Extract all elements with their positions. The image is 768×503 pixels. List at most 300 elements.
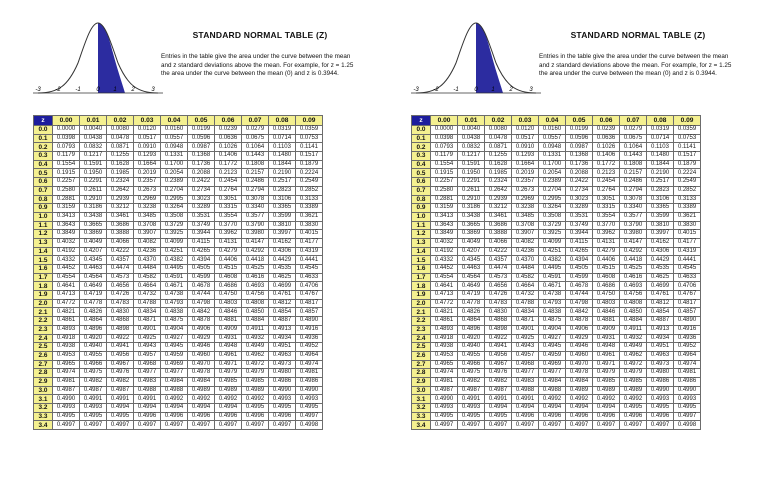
table-cell: 0.4732 [134,291,161,300]
table-cell: 0.1844 [269,160,296,169]
table-cell: 0.0832 [458,143,485,152]
table-cell: 0.4936 [674,334,701,343]
table-cell: 0.3869 [458,230,485,239]
row-label: 2.3 [34,325,53,334]
table-cell: 0.4147 [620,238,647,247]
table-cell: 0.3643 [53,221,80,230]
table-cell: 0.4756 [242,291,269,300]
table-cell: 0.2881 [53,195,80,204]
table-cell: 0.4906 [188,325,215,334]
table-row [34,143,323,152]
table-cell: 0.3051 [215,195,242,204]
table-row [34,160,323,169]
table-cell: 0.4678 [188,282,215,291]
table-cell: 0.2454 [593,178,620,187]
table-row [412,404,701,413]
table-cell: 0.4977 [134,369,161,378]
table-row [34,291,323,300]
table-cell: 0.4982 [485,377,512,386]
table-cell: 0.4535 [647,265,674,274]
table-cell: 0.4997 [593,421,620,430]
table-cell: 0.4864 [458,317,485,326]
table-cell: 0.4573 [107,273,134,282]
table-cell: 0.3708 [512,221,539,230]
table-cell: 0.3289 [566,204,593,213]
table-cell: 0.3729 [539,221,566,230]
column-header: 0.08 [647,116,674,126]
table-cell: 0.1915 [53,169,80,178]
table-cell: 0.4988 [512,386,539,395]
row-label: 3.0 [412,386,431,395]
table-cell: 0.4997 [53,421,80,430]
table-cell: 0.4997 [566,421,593,430]
table-cell: 0.2190 [269,169,296,178]
table-cell: 0.4997 [107,421,134,430]
table-row [412,412,701,421]
table-cell: 0.4693 [242,282,269,291]
table-cell: 0.3133 [674,195,701,204]
table-cell: 0.4066 [485,238,512,247]
table-cell: 0.3159 [53,204,80,213]
table-cell: 0.1772 [593,160,620,169]
column-header: 0.07 [620,116,647,126]
table-cell: 0.4738 [161,291,188,300]
column-header: 0.00 [53,116,80,126]
table-cell: 0.4971 [593,360,620,369]
table-cell: 0.1879 [296,160,323,169]
table-row [34,169,323,178]
table-cell: 0.4929 [566,334,593,343]
table-cell: 0.4884 [620,317,647,326]
table-cell: 0.4842 [188,308,215,317]
table-cell: 0.4875 [161,317,188,326]
table-cell: 0.3238 [134,204,161,213]
table-cell: 0.4985 [620,377,647,386]
table-cell: 0.4515 [215,265,242,274]
axis-label: -3 [413,87,419,93]
table-cell: 0.3508 [161,212,188,221]
row-label: 0.4 [34,160,53,169]
table-cell: 0.1736 [566,160,593,169]
table-cell: 0.4406 [215,256,242,265]
table-row [34,221,323,230]
table-cell: 0.4370 [134,256,161,265]
row-label: 3.1 [34,395,53,404]
table-cell: 0.4898 [485,325,512,334]
row-label: 1.9 [34,291,53,300]
table-cell: 0.4990 [296,386,323,395]
row-label: 1.3 [34,238,53,247]
table-cell: 0.3962 [215,230,242,239]
table-cell: 0.2357 [134,178,161,187]
table-cell: 0.4909 [215,325,242,334]
table-cell: 0.4719 [80,291,107,300]
table-cell: 0.2939 [107,195,134,204]
table-cell: 0.1255 [485,152,512,161]
table-cell: 0.3238 [512,204,539,213]
row-label: 2.4 [34,334,53,343]
z-header-cell: z [34,116,53,126]
table-cell: 0.4192 [53,247,80,256]
table-cell: 0.4940 [80,343,107,352]
table-cell: 0.4726 [485,291,512,300]
table-row [412,334,701,343]
table-cell: 0.4996 [647,412,674,421]
table-cell: 0.4370 [512,256,539,265]
table-cell: 0.3289 [188,204,215,213]
table-cell: 0.0398 [431,134,458,143]
table-cell: 0.4993 [80,404,107,413]
table-cell: 0.4988 [161,386,188,395]
table-cell: 0.4982 [80,377,107,386]
row-label: 0.2 [412,143,431,152]
table-cell: 0.3554 [215,212,242,221]
table-cell: 0.4959 [161,351,188,360]
table-cell: 0.4868 [485,317,512,326]
table-cell: 0.3438 [80,212,107,221]
table-row [412,195,701,204]
table-row [412,317,701,326]
table-cell: 0.4846 [215,308,242,317]
table-cell: 0.4772 [431,299,458,308]
table-cell: 0.4996 [215,412,242,421]
table-row [34,212,323,221]
table-cell: 0.4925 [134,334,161,343]
row-label: 1.2 [34,230,53,239]
table-cell: 0.4991 [458,395,485,404]
table-cell: 0.3461 [107,212,134,221]
table-cell: 0.4265 [566,247,593,256]
table-row [412,325,701,334]
table-cell: 0.4996 [620,412,647,421]
table-cell: 0.2734 [188,186,215,195]
table-cell: 0.4750 [215,291,242,300]
column-header: 0.09 [674,116,701,126]
table-cell: 0.2054 [539,169,566,178]
table-cell: 0.2611 [80,186,107,195]
table-cell: 0.4992 [566,395,593,404]
table-cell: 0.4997 [188,421,215,430]
table-cell: 0.2422 [188,178,215,187]
row-label: 2.4 [412,334,431,343]
table-cell: 0.0040 [458,126,485,135]
table-cell: 0.0359 [674,126,701,135]
table-cell: 0.4996 [161,412,188,421]
table-cell: 0.4946 [566,343,593,352]
table-cell: 0.4949 [620,343,647,352]
row-label: 3.1 [412,395,431,404]
table-cell: 0.4994 [485,404,512,413]
table-cell: 0.2224 [674,169,701,178]
table-cell: 0.4983 [512,377,539,386]
row-label: 1.5 [412,256,431,265]
table-cell: 0.2291 [80,178,107,187]
table-cell: 0.4236 [134,247,161,256]
table-cell: 0.4920 [80,334,107,343]
table-cell: 0.4236 [512,247,539,256]
table-cell: 0.1664 [134,160,161,169]
row-label: 1.7 [412,273,431,282]
table-cell: 0.4463 [458,265,485,274]
table-cell: 0.4989 [242,386,269,395]
table-cell: 0.3686 [107,221,134,230]
table-cell: 0.4830 [485,308,512,317]
table-cell: 0.4987 [53,386,80,395]
table-cell: 0.3340 [242,204,269,213]
table-cell: 0.0557 [539,134,566,143]
table-cell: 0.4951 [647,343,674,352]
table-cell: 0.4394 [188,256,215,265]
axis-label: -1 [75,87,81,93]
table-row [34,404,323,413]
table-cell: 0.4995 [80,412,107,421]
table-cell: 0.4564 [80,273,107,282]
table-cell: 0.4911 [242,325,269,334]
table-cell: 0.4857 [674,308,701,317]
table-row [412,247,701,256]
table-cell: 0.4857 [296,308,323,317]
table-cell: 0.2019 [512,169,539,178]
table-cell: 0.4997 [215,421,242,430]
table-cell: 0.4987 [431,386,458,395]
table-cell: 0.4979 [215,369,242,378]
table-cell: 0.4099 [539,238,566,247]
table-cell: 0.4162 [269,238,296,247]
table-cell: 0.0160 [161,126,188,135]
table-cell: 0.4671 [539,282,566,291]
z-table [411,115,701,430]
table-cell: 0.1179 [431,152,458,161]
table-cell: 0.4641 [431,282,458,291]
table-cell: 0.2995 [161,195,188,204]
table-cell: 0.3925 [539,230,566,239]
table-cell: 0.2389 [539,178,566,187]
table-row [34,265,323,274]
normal-curve-diagram [411,8,541,96]
table-cell: 0.4959 [539,351,566,360]
table-cell: 0.0279 [242,126,269,135]
row-label: 0.7 [34,186,53,195]
row-label: 1.8 [34,282,53,291]
table-cell: 0.4993 [269,395,296,404]
table-cell: 0.4345 [458,256,485,265]
table-cell: 0.3264 [539,204,566,213]
table-cell: 0.3531 [566,212,593,221]
table-cell: 0.4656 [107,282,134,291]
table-cell: 0.1554 [431,160,458,169]
table-cell: 0.2054 [161,169,188,178]
table-cell: 0.4996 [566,412,593,421]
table-cell: 0.4893 [53,325,80,334]
table-cell: 0.0871 [107,143,134,152]
column-header: 0.05 [188,116,215,126]
table-cell: 0.4418 [242,256,269,265]
table-cell: 0.2549 [296,178,323,187]
table-cell: 0.4918 [53,334,80,343]
table-cell: 0.4788 [512,299,539,308]
row-label: 0.3 [34,152,53,161]
table-cell: 0.3925 [161,230,188,239]
table-cell: 0.1772 [215,160,242,169]
column-header: 0.04 [539,116,566,126]
table-cell: 0.4966 [80,360,107,369]
table-cell: 0.4649 [80,282,107,291]
table-cell: 0.2190 [647,169,674,178]
table-cell: 0.4986 [269,377,296,386]
table-cell: 0.4990 [647,386,674,395]
table-cell: 0.4901 [134,325,161,334]
table-cell: 0.4429 [269,256,296,265]
table-cell: 0.4988 [539,386,566,395]
table-cell: 0.3554 [593,212,620,221]
table-row [412,152,701,161]
table-cell: 0.1026 [593,143,620,152]
table-cell: 0.4956 [485,351,512,360]
row-label: 2.5 [412,343,431,352]
table-cell: 0.4484 [512,265,539,274]
table-cell: 0.4998 [296,421,323,430]
table-cell: 0.2291 [458,178,485,187]
table-cell: 0.4984 [566,377,593,386]
table-cell: 0.4993 [296,395,323,404]
table-cell: 0.4382 [539,256,566,265]
table-cell: 0.1217 [80,152,107,161]
table-cell: 0.4177 [674,238,701,247]
table-cell: 0.4767 [674,291,701,300]
table-cell: 0.4306 [647,247,674,256]
table-cell: 0.4992 [188,395,215,404]
table-row [34,282,323,291]
table-cell: 0.4641 [53,282,80,291]
table-cell: 0.4931 [215,334,242,343]
table-cell: 0.4441 [674,256,701,265]
table-row [412,143,701,152]
table-cell: 0.4871 [134,317,161,326]
table-cell: 0.4948 [593,343,620,352]
table-cell: 0.4961 [215,351,242,360]
left-panel [0,0,360,503]
table-cell: 0.4884 [242,317,269,326]
table-cell: 0.3508 [539,212,566,221]
table-cell: 0.2673 [512,186,539,195]
table-cell: 0.4761 [647,291,674,300]
table-cell: 0.1628 [485,160,512,169]
table-cell: 0.4345 [80,256,107,265]
table-cell: 0.4207 [458,247,485,256]
table-row [34,377,323,386]
table-cell: 0.4803 [215,299,242,308]
table-cell: 0.4977 [512,369,539,378]
table-cell: 0.2794 [242,186,269,195]
table-cell: 0.4394 [566,256,593,265]
z-header-cell: z [412,116,431,126]
table-cell: 0.2852 [674,186,701,195]
table-cell: 0.2454 [215,178,242,187]
table-cell: 0.4881 [215,317,242,326]
row-label: 2.1 [34,308,53,317]
table-cell: 0.4099 [161,238,188,247]
table-cell: 0.4265 [188,247,215,256]
table-cell: 0.4463 [80,265,107,274]
table-cell: 0.1517 [674,152,701,161]
table-cell: 0.3023 [188,195,215,204]
table-cell: 0.0120 [512,126,539,135]
table-cell: 0.4812 [269,299,296,308]
table-cell: 0.4953 [53,351,80,360]
table-cell: 0.0239 [215,126,242,135]
table-cell: 0.4279 [593,247,620,256]
axis-label: 3 [151,87,155,93]
table-cell: 0.2764 [215,186,242,195]
table-cell: 0.4922 [485,334,512,343]
table-cell: 0.1293 [512,152,539,161]
table-row [412,360,701,369]
table-cell: 0.2910 [80,195,107,204]
table-cell: 0.4995 [647,404,674,413]
table-cell: 0.3665 [458,221,485,230]
table-cell: 0.4985 [242,377,269,386]
table-cell: 0.4986 [296,377,323,386]
table-cell: 0.4706 [296,282,323,291]
table-cell: 0.2704 [539,186,566,195]
table-cell: 0.4826 [458,308,485,317]
table-cell: 0.3389 [296,204,323,213]
table-cell: 0.3078 [620,195,647,204]
table-cell: 0.0239 [593,126,620,135]
row-label: 3.3 [34,412,53,421]
table-row [34,134,323,143]
table-cell: 0.4608 [215,273,242,282]
table-cell: 0.0793 [431,143,458,152]
table-cell: 0.4974 [674,360,701,369]
table-cell: 0.0199 [566,126,593,135]
table-cell: 0.3159 [431,204,458,213]
table-row [34,360,323,369]
table-cell: 0.4812 [647,299,674,308]
table-cell: 0.4996 [269,412,296,421]
table-cell: 0.4834 [134,308,161,317]
column-header: 0.00 [431,116,458,126]
table-cell: 0.4996 [188,412,215,421]
table-cell: 0.4997 [134,421,161,430]
table-cell: 0.4991 [107,395,134,404]
table-cell: 0.4382 [161,256,188,265]
table-row [412,265,701,274]
table-row [34,421,323,430]
table-cell: 0.4582 [512,273,539,282]
table-cell: 0.3810 [269,221,296,230]
table-cell: 0.4983 [134,377,161,386]
table-cell: 0.4846 [593,308,620,317]
table-cell: 0.4989 [215,386,242,395]
table-cell: 0.3078 [242,195,269,204]
table-cell: 0.4975 [458,369,485,378]
table-cell: 0.4943 [512,343,539,352]
table-cell: 0.4798 [566,299,593,308]
table-cell: 0.4996 [242,412,269,421]
table-cell: 0.4147 [242,238,269,247]
table-cell: 0.4357 [485,256,512,265]
table-cell: 0.4940 [458,343,485,352]
table-row [34,343,323,352]
table-cell: 0.4357 [107,256,134,265]
table-cell: 0.4977 [539,369,566,378]
table-cell: 0.4994 [161,404,188,413]
table-cell: 0.4951 [269,343,296,352]
table-row [412,230,701,239]
table-cell: 0.4990 [53,395,80,404]
table-row [412,395,701,404]
